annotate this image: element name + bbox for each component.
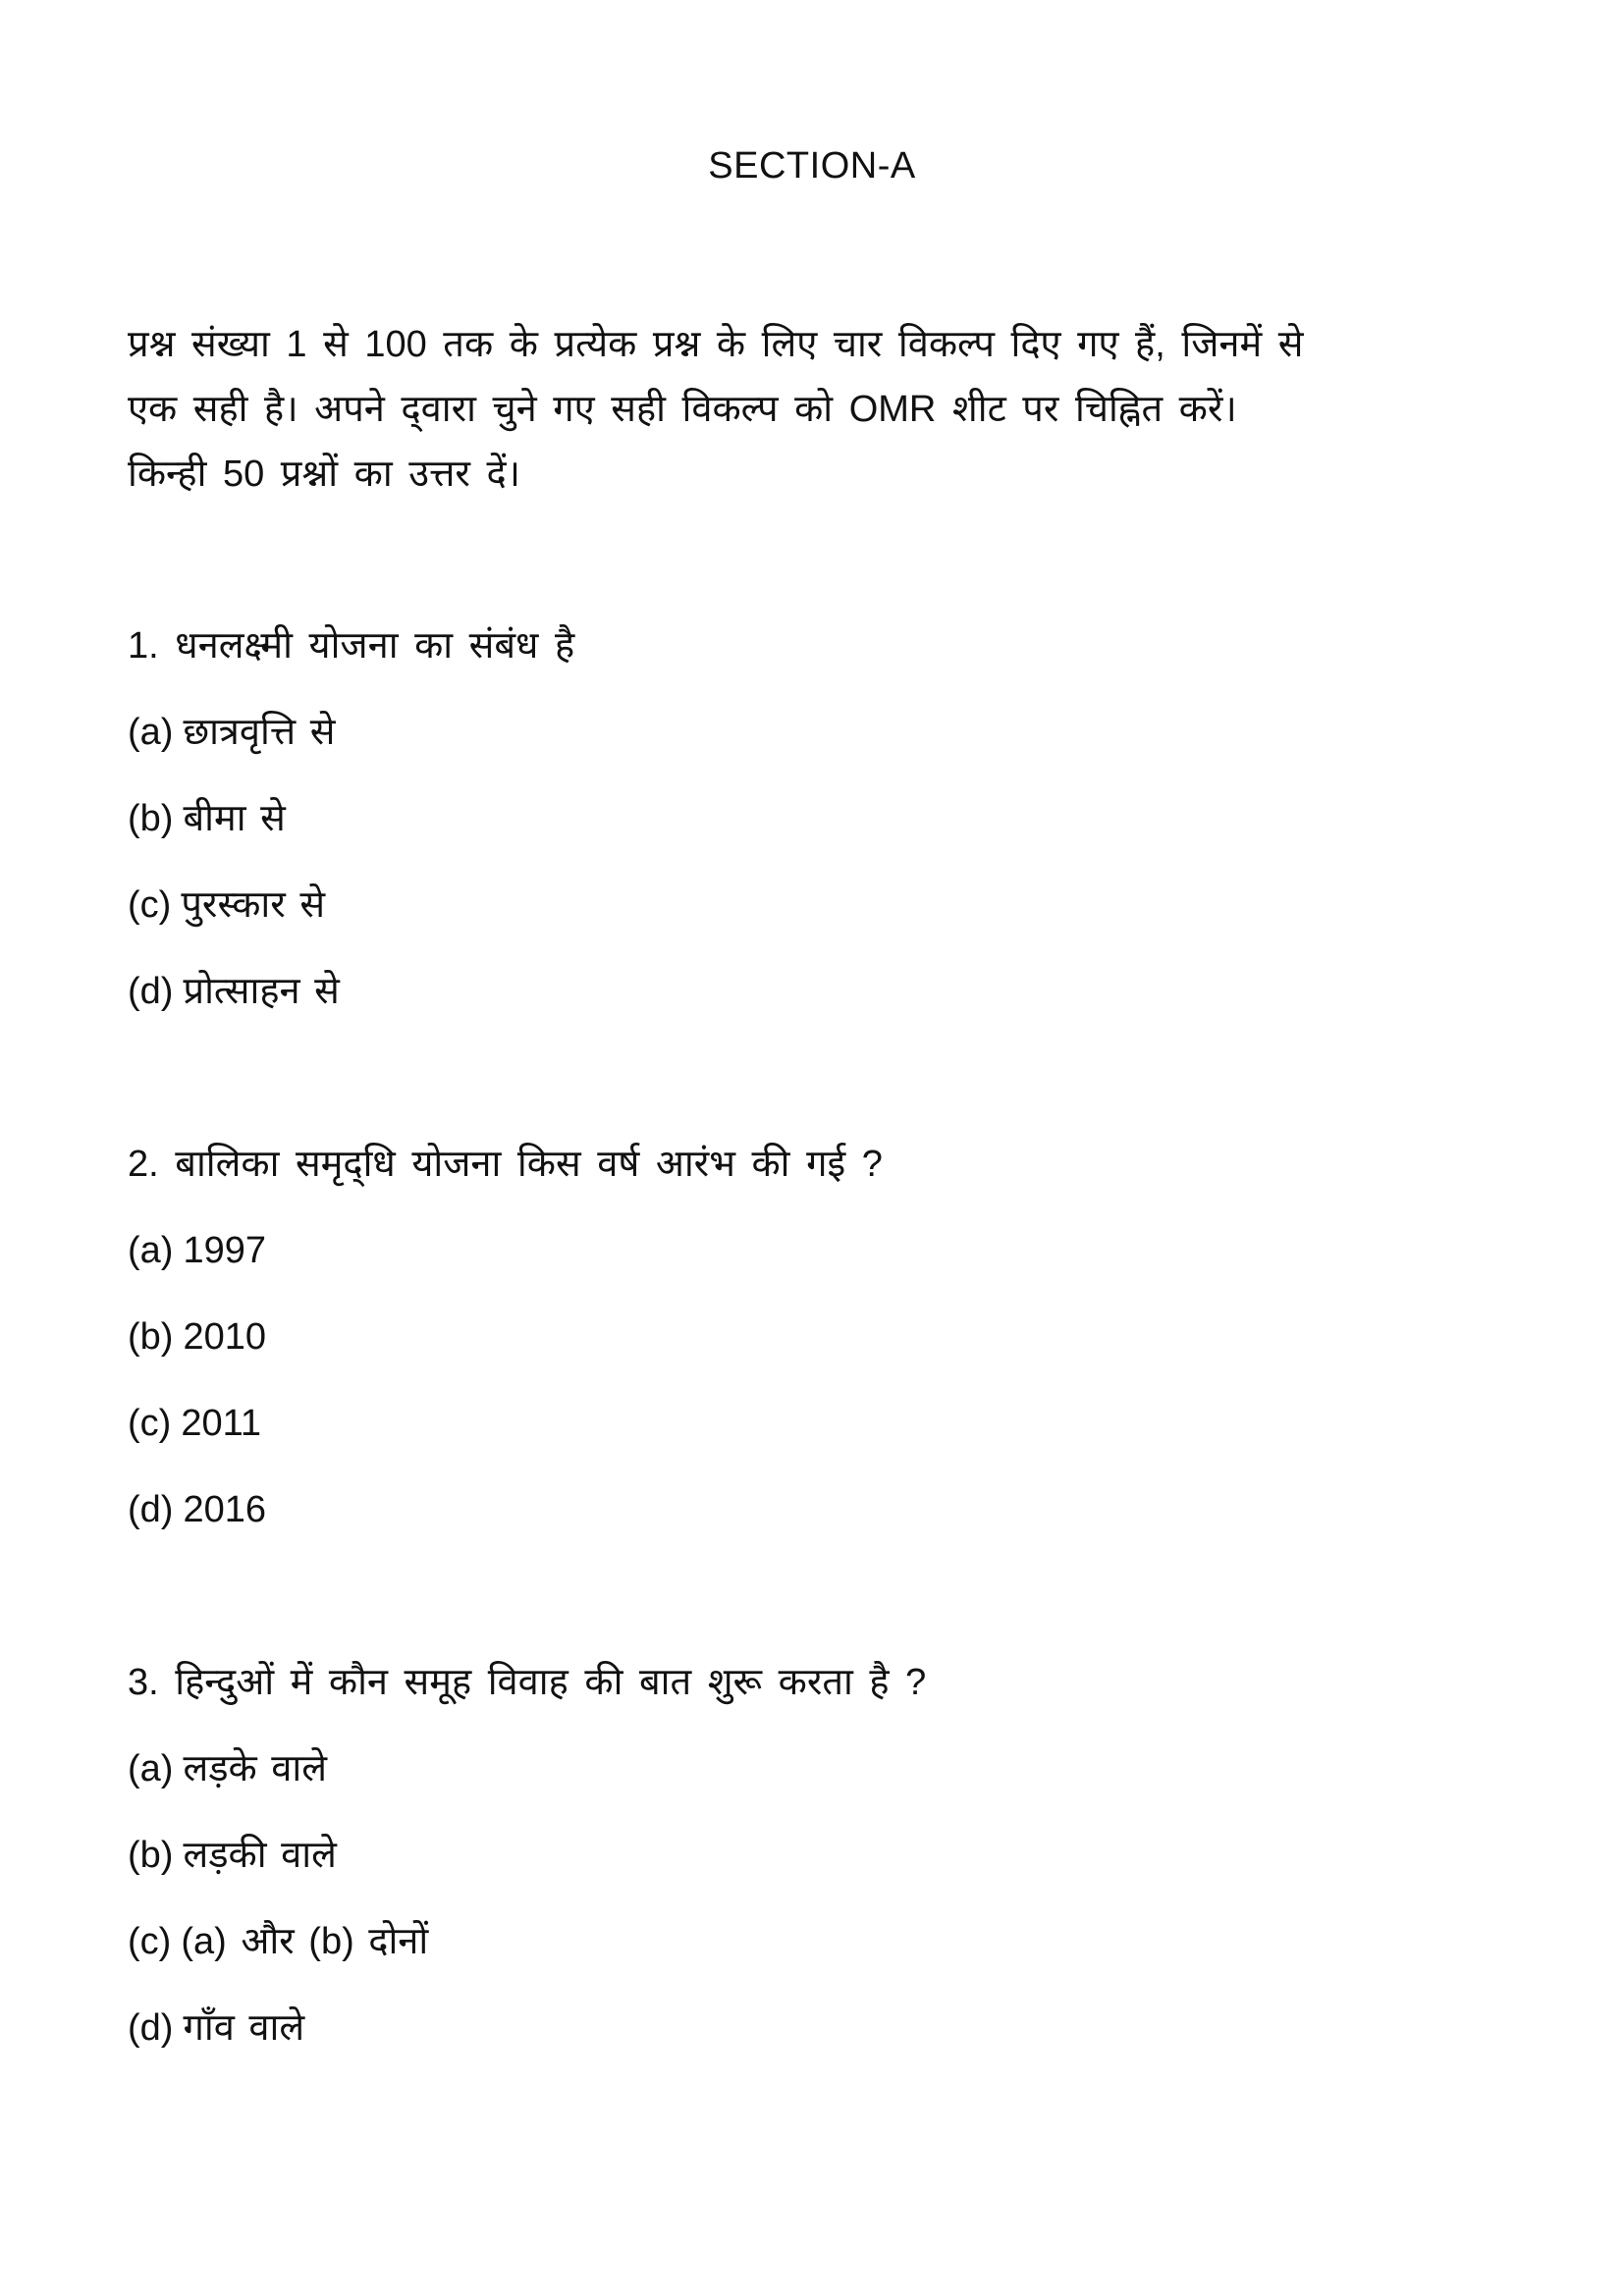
option-label: (b) [128, 798, 174, 839]
option-d [128, 962, 1502, 1048]
option-label: (d) [128, 1489, 174, 1530]
instructions-line: प्रश्न संख्या 1 से 100 तक के प्रत्येक प्रश्न के लिए चार विकल्प दिए गए हैं, जिनमें से [128, 324, 1304, 365]
instructions-paragraph [128, 312, 1522, 507]
option-text: 2016 [183, 1489, 266, 1530]
question-text: धनलक्ष्मी योजना का संबंध है [175, 625, 575, 667]
option-d [128, 1480, 1502, 1567]
question-number: 2. [128, 1144, 159, 1185]
question-number: 3. [128, 1662, 159, 1703]
option-text: (a) और (b) दोनों [181, 1921, 429, 1962]
instructions-line: एक सही है। अपने द्‌वारा चुने गए सही विकल्प को OMR शीट पर चिह्नित करें। [128, 389, 1237, 430]
question-1 [128, 616, 1502, 1048]
option-label: (a) [128, 1748, 174, 1789]
option-a [128, 1221, 1502, 1308]
option-c [128, 876, 1502, 962]
option-label: (c) [128, 1921, 172, 1962]
option-b [128, 1826, 1502, 1912]
question-stem [128, 1135, 1502, 1221]
option-label: (b) [128, 1316, 174, 1358]
option-a [128, 703, 1502, 789]
option-label: (b) [128, 1835, 174, 1876]
option-d [128, 1999, 1502, 2085]
option-b [128, 1308, 1502, 1394]
option-text: छात्रवृत्ति से [183, 712, 336, 753]
option-text: गाँव वाले [183, 2007, 305, 2049]
option-text: पुरस्कार से [181, 884, 326, 926]
question-stem [128, 616, 1502, 703]
option-text: 2011 [181, 1403, 262, 1444]
option-text: 2010 [183, 1316, 266, 1358]
question-stem [128, 1653, 1502, 1739]
section-title: SECTION-A [708, 145, 916, 187]
option-text: 1997 [183, 1230, 266, 1271]
option-list [128, 1739, 1502, 2085]
question-text: बालिका समृद्‌धि योजना किस वर्ष आरंभ की गई ? [175, 1144, 883, 1185]
question-text: हिन्दुओं में कौन समूह विवाह की बात शुरू करता है ? [175, 1662, 927, 1703]
option-label: (d) [128, 971, 174, 1012]
question-3 [128, 1653, 1502, 2085]
option-c [128, 1394, 1502, 1480]
question-2 [128, 1135, 1502, 1567]
option-label: (c) [128, 884, 172, 926]
option-label: (c) [128, 1403, 172, 1444]
option-b [128, 789, 1502, 876]
option-text: बीमा से [183, 798, 286, 839]
option-text: लड़के वाले [183, 1748, 328, 1789]
option-label: (d) [128, 2007, 174, 2049]
instructions-line: किन्ही 50 प्रश्नों का उत्तर दें। [128, 454, 521, 495]
option-a [128, 1739, 1502, 1826]
option-list [128, 1221, 1502, 1567]
question-number: 1. [128, 625, 159, 667]
option-text: प्रोत्साहन से [183, 971, 340, 1012]
option-c [128, 1912, 1502, 1999]
option-text: लड़की वाले [183, 1835, 337, 1876]
option-label: (a) [128, 712, 174, 753]
option-list [128, 703, 1502, 1048]
option-label: (a) [128, 1230, 174, 1271]
